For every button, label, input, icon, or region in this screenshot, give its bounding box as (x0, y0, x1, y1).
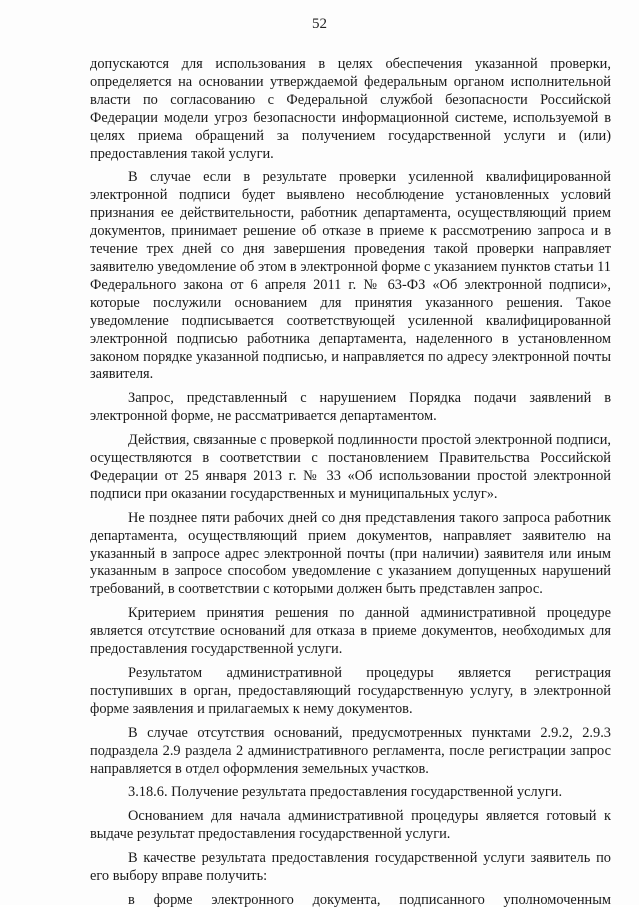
paragraph: допускаются для использования в целях обеспечения указанной проверки, определяется на основании утверждаемой федеральным органом исполнительной власти по согласованию с Федеральной службой безопасности Российской Федерации модели угроз безопасности информационной системе, используемой в целях приема обращений за получением государственной услуги и (или) предоставления такой услуги. (90, 56, 611, 162)
paragraph: В случае отсутствия оснований, предусмотренных пунктами 2.9.2, 2.9.3 подраздела 2.9 раздела 2 административного регламента, после регистрации запрос направляется в отдел оформления земельных участков. (90, 724, 611, 777)
paragraph: В качестве результата предоставления государственной услуги заявитель по его выбору вправе получить: (90, 850, 611, 885)
page-number: 52 (312, 16, 327, 32)
paragraph: Результатом административной процедуры является регистрация поступивших в орган, предоставляющий государственную услугу, в электронной форме заявления и прилагаемых к нему документов. (90, 665, 611, 717)
paragraph: Критерием принятия решения по данной административной процедуре является отсутствие оснований для отказа в приеме документов, необходимых для предоставления государственной услуги. (90, 605, 611, 658)
paragraph: Действия, связанные с проверкой подлинности простой электронной подписи, осуществляются в соответствии с постановлением Правительства Российской Федерации от 25 января 2013 г. № 33 «Об использовании простой электронной подписи при оказании государственных и муниципальных услуг». (90, 432, 611, 502)
document-body (90, 56, 611, 910)
paragraph: Основанием для начала административной процедуры является готовый к выдаче результат предоставления государственной услуги. (90, 808, 611, 843)
paragraph: Не позднее пяти рабочих дней со дня представления такого запроса работник департамента, осуществляющий прием документов, направляет заявителю на указанный в запросе адрес электронной почты (при наличии) заявителя или иным указанным в запросе способом уведомление с указанием допущенных нарушений требований, в соответствии с которыми должен быть представлен запрос. (90, 509, 611, 598)
paragraph: В случае если в результате проверки усиленной квалифицированной электронной подписи будет выявлено несоблюдение установленных условий признания ее действительности, работник департамента, осуществляющий прием документов, принимает решение об отказе в приеме к рассмотрению запроса и в течение трех дней со дня завершения проведения такой проверки направляет заявителю уведомление об этом в электронной форме с указанием пунктов статьи 11 Федерального закона от 6 апреля 2011 г. № 63-ФЗ «Об электронной подписи», которые послужили основанием для принятия указанного решения. Такое уведомление подписывается соответствующей усиленной квалифицированной электронной подписью работника департамента, наделенного в установленном законом порядке указанной подписью, и направляется по адресу электронной почты заявителя. (90, 169, 611, 383)
paragraph: в форме электронного документа, подписанного уполномоченным (128, 891, 611, 908)
section-heading: 3.18.6. Получение результата предоставления государственной услуги. (128, 784, 563, 801)
paragraph: Запрос, представленный с нарушением Порядка подачи заявлений в электронной форме, не рассматривается департаментом. (90, 390, 611, 425)
